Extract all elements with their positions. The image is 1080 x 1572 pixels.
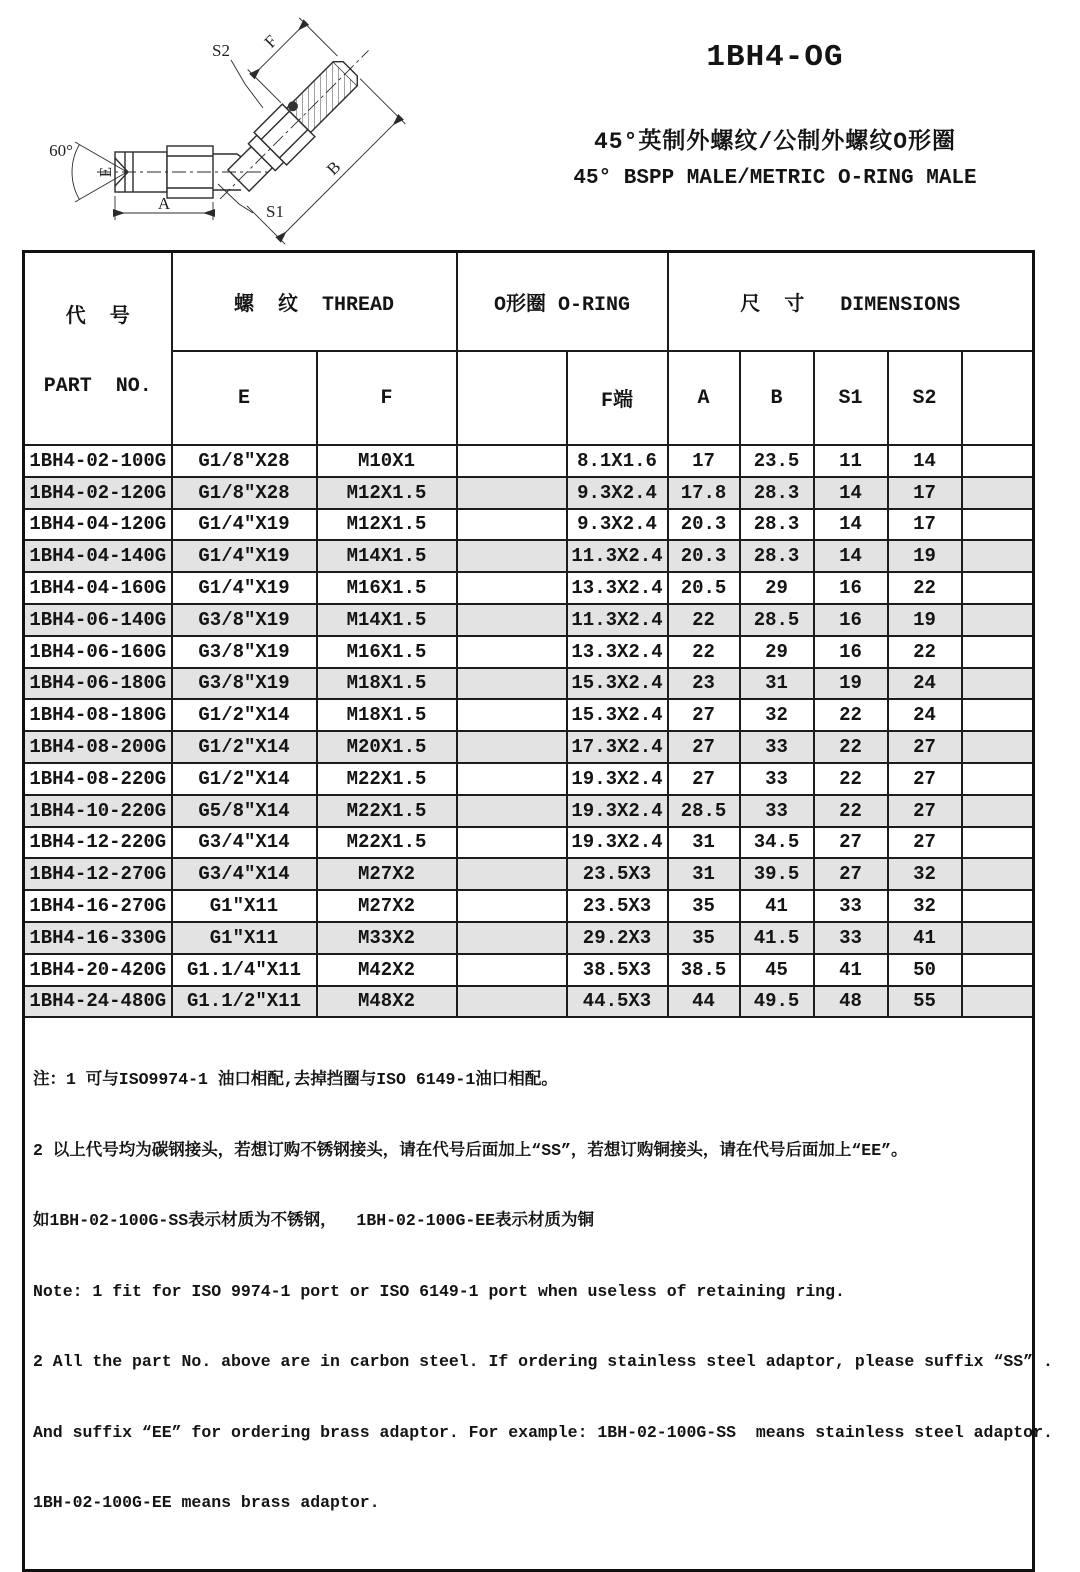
cell-oring-f-end: 11.3X2.4 xyxy=(567,604,668,636)
cell-thread-e: G3/4″X14 xyxy=(172,827,317,859)
cell-dim-s1: 19 xyxy=(814,668,888,700)
cell-dim-b: 34.5 xyxy=(740,827,814,859)
cell-oring-blank xyxy=(457,668,567,700)
cell-thread-f: M10X1 xyxy=(317,445,457,477)
parts-table-body xyxy=(24,445,1034,1017)
cell-dim-b: 28.3 xyxy=(740,540,814,572)
cell-dim-s2: 14 xyxy=(888,445,962,477)
table-row xyxy=(24,954,1034,986)
column-header-part-no xyxy=(24,252,172,446)
cell-part-no: 1BH4-08-180G xyxy=(24,699,172,731)
cell-thread-e: G3/8″X19 xyxy=(172,604,317,636)
cell-dim-s1: 48 xyxy=(814,986,888,1018)
cell-dim-extra xyxy=(962,540,1034,572)
cell-dim-extra xyxy=(962,445,1034,477)
cell-dim-s2: 17 xyxy=(888,509,962,541)
cell-dim-a: 22 xyxy=(668,604,740,636)
table-row xyxy=(24,445,1034,477)
cell-dim-b: 28.3 xyxy=(740,477,814,509)
subtitle-english: 45° BSPP MALE/METRIC O-RING MALE xyxy=(573,167,977,190)
table-row xyxy=(24,890,1034,922)
cell-thread-e: G1″X11 xyxy=(172,890,317,922)
cell-thread-e: G1/8″X28 xyxy=(172,477,317,509)
cell-thread-e: G1.1/2″X11 xyxy=(172,986,317,1018)
cell-dim-a: 23 xyxy=(668,668,740,700)
dim-label-angle: 60° xyxy=(49,141,73,160)
cell-thread-e: G1/2″X14 xyxy=(172,699,317,731)
cell-dim-s1: 14 xyxy=(814,477,888,509)
cell-thread-f: M14X1.5 xyxy=(317,604,457,636)
cell-oring-blank xyxy=(457,986,567,1018)
cell-dim-s2: 27 xyxy=(888,763,962,795)
cell-oring-blank xyxy=(457,922,567,954)
cell-part-no: 1BH4-24-480G xyxy=(24,986,172,1018)
cell-dim-s1: 22 xyxy=(814,699,888,731)
cell-dim-s1: 22 xyxy=(814,763,888,795)
cell-dim-s1: 41 xyxy=(814,954,888,986)
cell-dim-a: 20.3 xyxy=(668,509,740,541)
cell-thread-e: G1″X11 xyxy=(172,922,317,954)
cell-dim-a: 20.5 xyxy=(668,572,740,604)
note-line-cn-3: 如1BH-02-100G-SS表示材质为不锈钢， 1BH-02-100G-EE表示材质为铜 xyxy=(33,1211,595,1231)
cell-oring-blank xyxy=(457,858,567,890)
cell-thread-e: G1/2″X14 xyxy=(172,731,317,763)
table-row xyxy=(24,604,1034,636)
cell-oring-f-end: 19.3X2.4 xyxy=(567,763,668,795)
cell-dim-s1: 14 xyxy=(814,509,888,541)
cell-oring-f-end: 15.3X2.4 xyxy=(567,699,668,731)
cell-part-no: 1BH4-04-140G xyxy=(24,540,172,572)
note-line-en-2: 2 All the part No. above are in carbon steel. If ordering stainless steel adaptor, please suffix “SS” . xyxy=(33,1352,1053,1372)
cell-oring-f-end: 23.5X3 xyxy=(567,890,668,922)
column-header-b: B xyxy=(740,351,814,445)
cell-dim-b: 29 xyxy=(740,636,814,668)
cell-dim-s2: 22 xyxy=(888,636,962,668)
table-row xyxy=(24,540,1034,572)
cell-thread-f: M20X1.5 xyxy=(317,731,457,763)
cell-dim-s2: 17 xyxy=(888,477,962,509)
cell-part-no: 1BH4-08-200G xyxy=(24,731,172,763)
cell-dim-b: 31 xyxy=(740,668,814,700)
cell-dim-s2: 50 xyxy=(888,954,962,986)
cell-dim-extra xyxy=(962,636,1034,668)
table-row xyxy=(24,636,1034,668)
cell-part-no: 1BH4-10-220G xyxy=(24,795,172,827)
cell-oring-blank xyxy=(457,731,567,763)
cell-oring-f-end: 15.3X2.4 xyxy=(567,668,668,700)
cell-thread-f: M14X1.5 xyxy=(317,540,457,572)
group-header-dimensions: 尺 寸 DIMENSIONS xyxy=(668,252,1034,352)
cell-thread-e: G1/4″X19 xyxy=(172,540,317,572)
cell-dim-s2: 24 xyxy=(888,668,962,700)
column-header-f-end: F端 xyxy=(567,351,668,445)
cell-thread-f: M33X2 xyxy=(317,922,457,954)
group-header-oring: O形圈 O-RING xyxy=(457,252,668,352)
table-row xyxy=(24,668,1034,700)
cell-oring-blank xyxy=(457,509,567,541)
cell-thread-f: M48X2 xyxy=(317,986,457,1018)
table-row xyxy=(24,731,1034,763)
cell-thread-f: M22X1.5 xyxy=(317,763,457,795)
cell-dim-extra xyxy=(962,572,1034,604)
cell-thread-f: M42X2 xyxy=(317,954,457,986)
technical-drawing xyxy=(15,4,405,244)
table-row xyxy=(24,477,1034,509)
cell-oring-blank xyxy=(457,477,567,509)
cell-dim-a: 20.3 xyxy=(668,540,740,572)
cell-dim-b: 41.5 xyxy=(740,922,814,954)
cell-dim-b: 28.3 xyxy=(740,509,814,541)
cell-dim-extra xyxy=(962,731,1034,763)
cell-dim-a: 27 xyxy=(668,699,740,731)
cell-dim-s1: 27 xyxy=(814,858,888,890)
cell-oring-blank xyxy=(457,954,567,986)
cell-thread-e: G1/2″X14 xyxy=(172,763,317,795)
cell-dim-a: 22 xyxy=(668,636,740,668)
cell-dim-s1: 22 xyxy=(814,731,888,763)
cell-dim-b: 33 xyxy=(740,763,814,795)
cell-oring-f-end: 19.3X2.4 xyxy=(567,795,668,827)
cell-thread-e: G1/8″X28 xyxy=(172,445,317,477)
column-header-trailing xyxy=(962,351,1034,445)
title-block xyxy=(470,40,1080,190)
cell-dim-s1: 14 xyxy=(814,540,888,572)
cell-dim-a: 27 xyxy=(668,763,740,795)
note-line-cn-1: 注：1 可与ISO9974-1 油口相配,去掉挡圈与ISO 6149-1油口相配。 xyxy=(33,1070,558,1090)
cell-oring-f-end: 8.1X1.6 xyxy=(567,445,668,477)
table-row xyxy=(24,858,1034,890)
cell-dim-a: 17.8 xyxy=(668,477,740,509)
column-header-f: F xyxy=(317,351,457,445)
cell-dim-a: 28.5 xyxy=(668,795,740,827)
cell-dim-s2: 32 xyxy=(888,890,962,922)
cell-thread-f: M12X1.5 xyxy=(317,509,457,541)
cell-part-no: 1BH4-06-140G xyxy=(24,604,172,636)
cell-part-no: 1BH4-12-270G xyxy=(24,858,172,890)
cell-dim-s1: 11 xyxy=(814,445,888,477)
cell-oring-f-end: 19.3X2.4 xyxy=(567,827,668,859)
cell-dim-b: 49.5 xyxy=(740,986,814,1018)
dim-label-e: E xyxy=(96,166,115,178)
cell-dim-s1: 33 xyxy=(814,890,888,922)
cell-oring-blank xyxy=(457,540,567,572)
cell-dim-extra xyxy=(962,477,1034,509)
cell-dim-s2: 27 xyxy=(888,827,962,859)
cell-dim-b: 39.5 xyxy=(740,858,814,890)
cell-dim-s1: 33 xyxy=(814,922,888,954)
cell-thread-e: G3/8″X19 xyxy=(172,636,317,668)
table-row xyxy=(24,827,1034,859)
group-header-thread: 螺 纹 THREAD xyxy=(172,252,457,352)
cell-oring-blank xyxy=(457,445,567,477)
cell-oring-f-end: 38.5X3 xyxy=(567,954,668,986)
cell-thread-f: M27X2 xyxy=(317,890,457,922)
note-line-cn-2: 2 以上代号均为碳钢接头，若想订购不锈钢接头，请在代号后面加上“SS”，若想订购铜接头，请在代号后面加上“EE”。 xyxy=(33,1140,908,1160)
cell-dim-b: 32 xyxy=(740,699,814,731)
cell-part-no: 1BH4-12-220G xyxy=(24,827,172,859)
cell-oring-f-end: 9.3X2.4 xyxy=(567,509,668,541)
cell-dim-s1: 22 xyxy=(814,795,888,827)
column-header-s2: S2 xyxy=(888,351,962,445)
cell-oring-blank xyxy=(457,699,567,731)
cell-thread-e: G3/4″X14 xyxy=(172,858,317,890)
cell-dim-a: 38.5 xyxy=(668,954,740,986)
cell-oring-f-end: 44.5X3 xyxy=(567,986,668,1018)
table-row xyxy=(24,763,1034,795)
cell-dim-extra xyxy=(962,986,1034,1018)
note-line-en-3: And suffix “EE” for ordering brass adaptor. For example: 1BH-02-100G-SS means stainless steel adaptor. xyxy=(33,1422,1053,1442)
cell-dim-extra xyxy=(962,668,1034,700)
cell-thread-f: M18X1.5 xyxy=(317,699,457,731)
cell-dim-a: 31 xyxy=(668,858,740,890)
cell-part-no: 1BH4-02-100G xyxy=(24,445,172,477)
dim-label-a: A xyxy=(157,194,171,213)
cell-oring-blank xyxy=(457,572,567,604)
table-row xyxy=(24,795,1034,827)
column-header-oring-blank xyxy=(457,351,567,445)
cell-oring-f-end: 9.3X2.4 xyxy=(567,477,668,509)
cell-dim-a: 31 xyxy=(668,827,740,859)
cell-oring-f-end: 29.2X3 xyxy=(567,922,668,954)
table-row xyxy=(24,572,1034,604)
cell-dim-s1: 16 xyxy=(814,636,888,668)
cell-dim-extra xyxy=(962,922,1034,954)
cell-dim-s2: 41 xyxy=(888,922,962,954)
cell-oring-blank xyxy=(457,763,567,795)
cell-dim-s2: 32 xyxy=(888,858,962,890)
cell-dim-b: 28.5 xyxy=(740,604,814,636)
cell-thread-f: M22X1.5 xyxy=(317,827,457,859)
cell-thread-f: M27X2 xyxy=(317,858,457,890)
column-header-part-no-en: PART NO. xyxy=(43,375,152,398)
cell-part-no: 1BH4-16-330G xyxy=(24,922,172,954)
parts-table-container xyxy=(22,250,1053,1572)
parts-table xyxy=(22,250,1053,1572)
cell-part-no: 1BH4-02-120G xyxy=(24,477,172,509)
cell-thread-f: M22X1.5 xyxy=(317,795,457,827)
cell-dim-extra xyxy=(962,890,1034,922)
cell-dim-s1: 16 xyxy=(814,572,888,604)
cell-dim-s2: 55 xyxy=(888,986,962,1018)
cell-dim-extra xyxy=(962,763,1034,795)
cell-thread-f: M18X1.5 xyxy=(317,668,457,700)
cell-dim-s2: 24 xyxy=(888,699,962,731)
table-row xyxy=(24,922,1034,954)
cell-dim-a: 27 xyxy=(668,731,740,763)
fitting-outline xyxy=(72,0,424,254)
cell-thread-e: G1.1/4″X11 xyxy=(172,954,317,986)
cell-oring-blank xyxy=(457,795,567,827)
cell-part-no: 1BH4-16-270G xyxy=(24,890,172,922)
cell-part-no: 1BH4-08-220G xyxy=(24,763,172,795)
table-row xyxy=(24,699,1034,731)
column-header-part-no-cn: 代 号 xyxy=(65,306,130,329)
cell-oring-f-end: 23.5X3 xyxy=(567,858,668,890)
note-line-en-4: 1BH-02-100G-EE means brass adaptor. xyxy=(33,1493,380,1513)
cell-dim-extra xyxy=(962,509,1034,541)
note-line-en-1: Note: 1 fit for ISO 9974-1 port or ISO 6149-1 port when useless of retaining ring. xyxy=(33,1281,845,1301)
cell-dim-extra xyxy=(962,795,1034,827)
cell-dim-a: 35 xyxy=(668,922,740,954)
cell-thread-e: G1/4″X19 xyxy=(172,509,317,541)
cell-dim-s1: 16 xyxy=(814,604,888,636)
column-header-a: A xyxy=(668,351,740,445)
cell-dim-a: 17 xyxy=(668,445,740,477)
dim-label-b: B xyxy=(322,157,345,179)
cell-oring-f-end: 11.3X2.4 xyxy=(567,540,668,572)
cell-part-no: 1BH4-06-160G xyxy=(24,636,172,668)
cell-dim-s2: 27 xyxy=(888,795,962,827)
cell-thread-f: M16X1.5 xyxy=(317,572,457,604)
cell-dim-b: 45 xyxy=(740,954,814,986)
cell-oring-blank xyxy=(457,827,567,859)
cell-dim-extra xyxy=(962,699,1034,731)
cell-dim-extra xyxy=(962,604,1034,636)
cell-part-no: 1BH4-04-120G xyxy=(24,509,172,541)
cell-oring-f-end: 13.3X2.4 xyxy=(567,572,668,604)
cell-dim-b: 23.5 xyxy=(740,445,814,477)
cell-oring-blank xyxy=(457,636,567,668)
cell-dim-extra xyxy=(962,954,1034,986)
table-row xyxy=(24,986,1034,1018)
cell-thread-f: M12X1.5 xyxy=(317,477,457,509)
cell-oring-blank xyxy=(457,890,567,922)
cell-oring-f-end: 13.3X2.4 xyxy=(567,636,668,668)
cell-dim-extra xyxy=(962,858,1034,890)
dim-label-s1: S1 xyxy=(266,202,284,221)
cell-part-no: 1BH4-04-160G xyxy=(24,572,172,604)
cell-dim-s1: 27 xyxy=(814,827,888,859)
column-header-e: E xyxy=(172,351,317,445)
cell-part-no: 1BH4-06-180G xyxy=(24,668,172,700)
cell-dim-s2: 27 xyxy=(888,731,962,763)
cell-dim-a: 35 xyxy=(668,890,740,922)
dim-label-s2: S2 xyxy=(212,41,230,60)
cell-part-no: 1BH4-20-420G xyxy=(24,954,172,986)
cell-dim-s2: 22 xyxy=(888,572,962,604)
column-header-s1: S1 xyxy=(814,351,888,445)
cell-dim-b: 29 xyxy=(740,572,814,604)
cell-oring-f-end: 17.3X2.4 xyxy=(567,731,668,763)
cell-dim-s2: 19 xyxy=(888,540,962,572)
cell-dim-extra xyxy=(962,827,1034,859)
cell-dim-b: 33 xyxy=(740,795,814,827)
table-row xyxy=(24,509,1034,541)
cell-dim-a: 44 xyxy=(668,986,740,1018)
cell-dim-s2: 19 xyxy=(888,604,962,636)
notes-section xyxy=(24,1017,1053,1570)
cell-dim-b: 41 xyxy=(740,890,814,922)
subtitle-chinese: 45°英制外螺纹/公制外螺纹O形圈 xyxy=(593,129,956,155)
dim-label-f: F xyxy=(260,31,281,52)
cell-thread-f: M16X1.5 xyxy=(317,636,457,668)
page-title: 1BH4-OG xyxy=(706,40,844,75)
cell-thread-e: G5/8″X14 xyxy=(172,795,317,827)
cell-dim-b: 33 xyxy=(740,731,814,763)
cell-oring-blank xyxy=(457,604,567,636)
cell-thread-e: G1/4″X19 xyxy=(172,572,317,604)
cell-thread-e: G3/8″X19 xyxy=(172,668,317,700)
